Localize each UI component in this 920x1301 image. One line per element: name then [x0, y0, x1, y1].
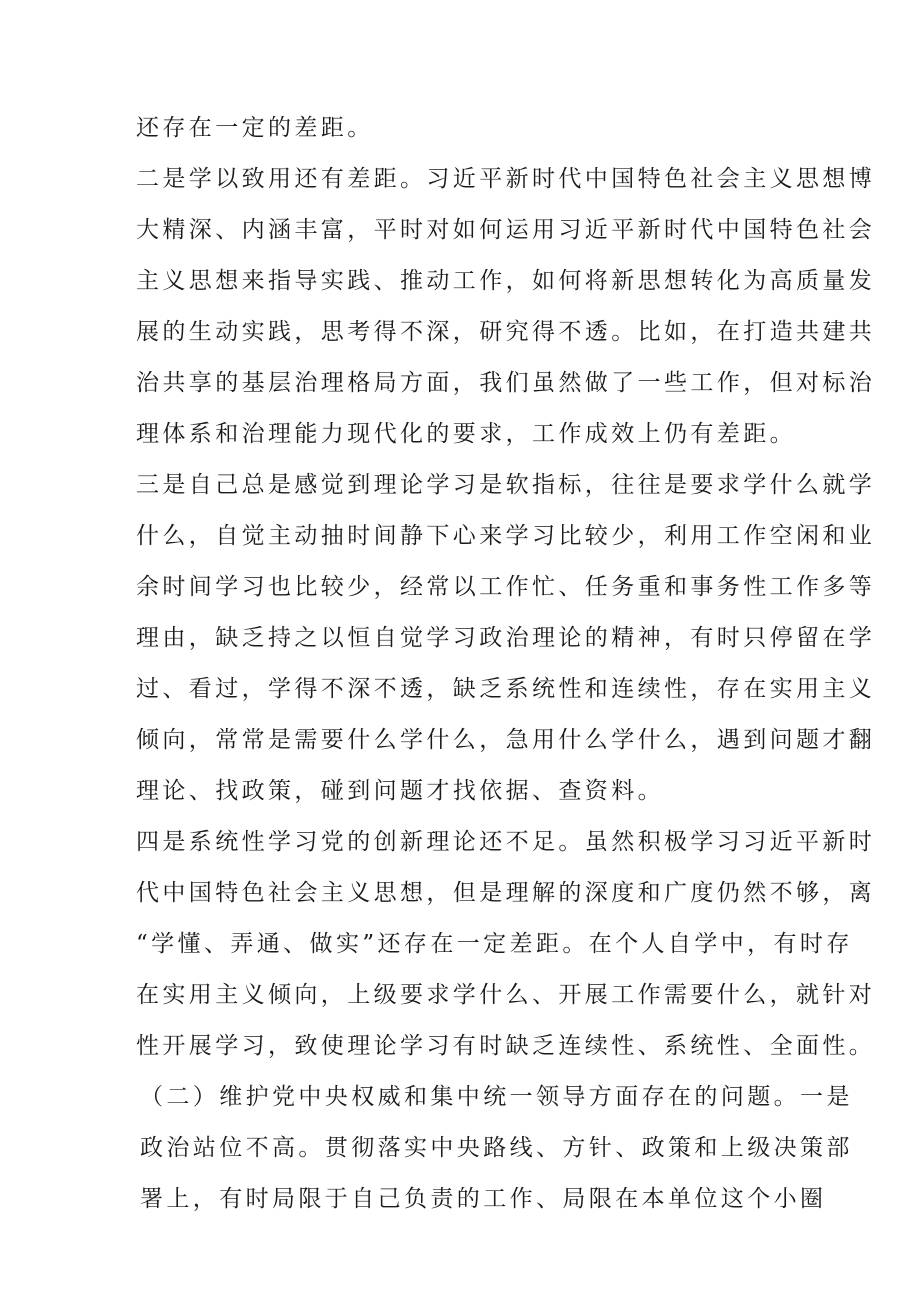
- text-line-12: 过、看过，学得不深不透，缺乏系统性和连续性，存在实用主义: [136, 676, 876, 702]
- text-line-1: 还存在一定的差距。: [136, 115, 374, 141]
- text-line-10: 余时间学习也比较少，经常以工作忙、任务重和事务性工作多等: [136, 574, 876, 600]
- text-line-20: （二）维护党中央权威和集中统一领导方面存在的问题。一是: [140, 1084, 853, 1110]
- text-line-5: 展的生动实践，思考得不深，研究得不透。比如，在打造共建共: [136, 319, 876, 345]
- text-line-9: 什么，自觉主动抽时间静下心来学习比较少，利用工作空闲和业: [136, 523, 876, 549]
- text-line-3: 大精深、内涵丰富，平时对如何运用习近平新时代中国特色社会: [136, 217, 876, 243]
- text-line-21: 政治站位不高。贯彻落实中央路线、方针、政策和上级决策部: [140, 1135, 853, 1161]
- text-line-13: 倾向，常常是需要什么学什么，急用什么学什么，遇到问题才翻: [136, 727, 876, 753]
- text-line-18: 在实用主义倾向，上级要求学什么、开展工作需要什么，就针对: [136, 982, 876, 1008]
- text-line-16: 代中国特色社会主义思想，但是理解的深度和广度仍然不够，离: [136, 880, 876, 906]
- text-line-2: 二是学以致用还有差距。习近平新时代中国特色社会主义思想博: [136, 166, 876, 192]
- text-line-14: 理论、找政策，碰到问题才找依据、查资料。: [136, 778, 664, 804]
- text-line-4: 主义思想来指导实践、推动工作，如何将新思想转化为高质量发: [136, 268, 876, 294]
- text-line-15: 四是系统性学习党的创新理论还不足。虽然积极学习习近平新时: [136, 829, 876, 855]
- text-line-11: 理由，缺乏持之以恒自觉学习政治理论的精神，有时只停留在学: [136, 625, 876, 651]
- text-line-8: 三是自己总是感觉到理论学习是软指标，往往是要求学什么就学: [136, 472, 876, 498]
- text-line-17: “学懂、弄通、做实”还存在一定差距。在个人自学中，有时存: [136, 931, 853, 957]
- text-line-6: 治共享的基层治理格局方面，我们虽然做了一些工作，但对标治: [136, 370, 876, 396]
- text-line-7: 理体系和治理能力现代化的要求，工作成效上仍有差距。: [136, 421, 796, 447]
- text-line-19: 性开展学习，致使理论学习有时缺乏连续性、系统性、全面性。: [136, 1033, 876, 1059]
- text-line-22: 署上，有时局限于自己负责的工作、局限在本单位这个小圈: [140, 1186, 827, 1212]
